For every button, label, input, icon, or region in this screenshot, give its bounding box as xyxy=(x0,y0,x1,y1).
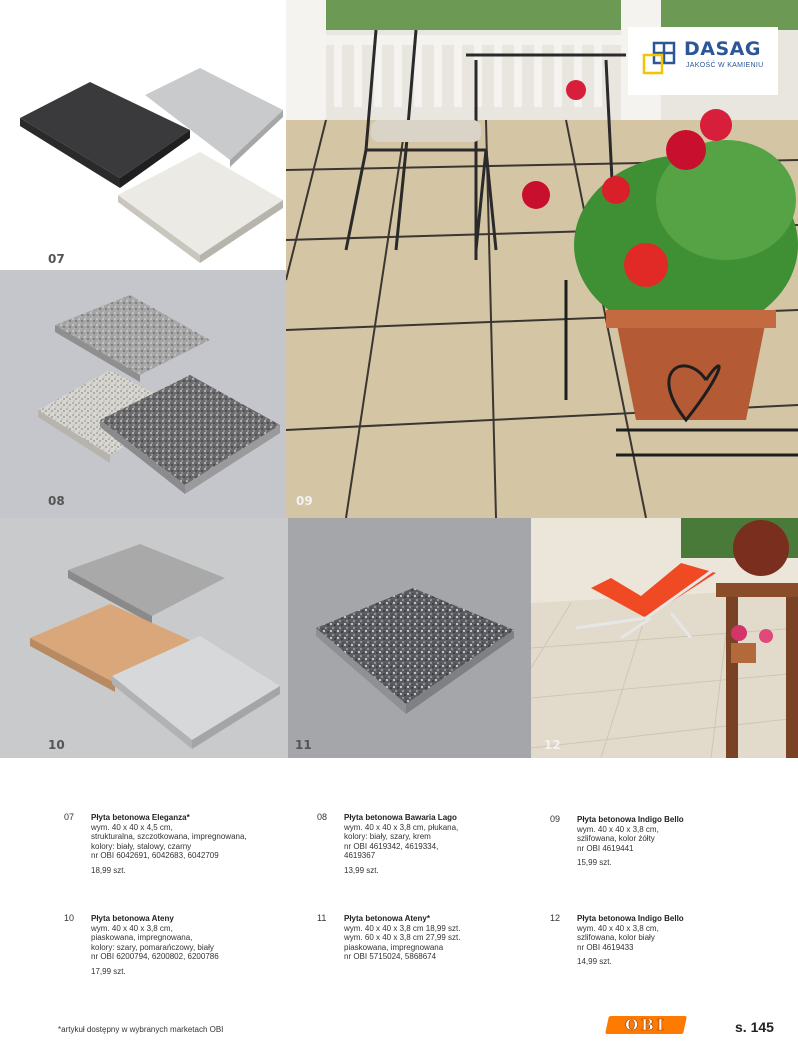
product-line: szlifowana, kolor żółty xyxy=(577,834,655,843)
product-number: 09 xyxy=(550,814,561,824)
patio-image xyxy=(531,518,798,758)
product-number: 11 xyxy=(317,913,327,923)
product-price: 13,99 szt. xyxy=(344,865,379,875)
product-line: nr OBI 6200794, 6200802, 6200786 xyxy=(91,952,219,961)
product-line: nr OBI 4619342, 4619334, xyxy=(344,841,439,851)
product-line: kolory: biały, szary, krem xyxy=(344,832,431,841)
dasag-mark-icon xyxy=(642,41,676,75)
product-price: 17,99 szt. xyxy=(91,966,126,976)
photo-11 xyxy=(288,518,531,758)
footnote: *artykuł dostępny w wybranych marketach OBI xyxy=(58,1025,224,1034)
brand-name: DASAG xyxy=(684,38,761,60)
photo-12 xyxy=(531,518,798,758)
product-title: Płyta betonowa Indigo Bello xyxy=(577,815,684,824)
product-line: wym. 60 x 40 x 3,8 cm 27,99 szt. xyxy=(344,933,461,942)
product-title: Płyta betonowa Ateny* xyxy=(344,914,430,923)
photo-number: 10 xyxy=(48,738,65,752)
product-line: strukturalna, szczotkowana, impregnowana, xyxy=(91,832,247,841)
dasag-logo xyxy=(628,27,778,95)
obi-logo xyxy=(605,1016,687,1034)
photo-number: 09 xyxy=(296,494,313,508)
product-number: 07 xyxy=(64,812,75,822)
product-line: wym. 40 x 40 x 3,8 cm 18,99 szt. xyxy=(344,923,461,933)
product-line: kolory: szary, pomarańczowy, biały xyxy=(91,942,214,952)
product-title: Płyta betonowa Eleganza* xyxy=(91,813,190,822)
brand-tagline: JAKOŚĆ W KAMIENIU xyxy=(686,62,764,69)
slabs-eleganza-image xyxy=(0,0,286,270)
product-line: nr OBI 4619433 xyxy=(577,942,634,952)
photo-10 xyxy=(0,518,288,758)
product-line: nr OBI 4619441 xyxy=(577,843,634,853)
photo-number: 12 xyxy=(544,738,561,752)
product-line: nr OBI 5715024, 5868674 xyxy=(344,952,437,961)
photo-08 xyxy=(0,270,286,518)
product-line: wym. 40 x 40 x 3,8 cm, xyxy=(577,923,659,933)
product-price: 18,99 szt. xyxy=(91,865,126,875)
product-price: 14,99 szt. xyxy=(577,957,612,966)
product-line: piaskowana, impregnowana, xyxy=(91,933,193,942)
product-title: Płyta betonowa Ateny xyxy=(91,914,174,923)
product-number: 10 xyxy=(64,913,75,923)
product-title: Płyta betonowa Indigo Bello xyxy=(577,914,684,923)
product-line: wym. 40 x 40 x 3,8 cm, xyxy=(577,824,659,834)
product-line: piaskowana, impregnowana xyxy=(344,942,444,952)
photo-number: 08 xyxy=(48,494,65,508)
product-line: 4619367 xyxy=(344,851,376,860)
photo-number: 07 xyxy=(48,252,65,266)
product-line: kolory: biały, stalowy, czarny xyxy=(91,841,192,851)
photo-number: 11 xyxy=(295,738,312,752)
product-line: wym. 40 x 40 x 4,5 cm, xyxy=(91,822,173,832)
product-line: wym. 40 x 40 x 3,8 cm, xyxy=(91,923,173,933)
slabs-bawaria-image xyxy=(0,270,286,518)
page-number: s. 145 xyxy=(735,1019,774,1035)
product-title: Płyta betonowa Bawaria Lago xyxy=(344,813,457,822)
product-number: 08 xyxy=(317,812,328,822)
slabs-ateny-image xyxy=(0,518,288,758)
product-line: nr OBI 6042691, 6042683, 6042709 xyxy=(91,851,219,860)
product-line: wym. 40 x 40 x 3,8 cm, płukana, xyxy=(344,822,459,832)
product-price: 15,99 szt. xyxy=(577,858,612,867)
photo-09 xyxy=(286,0,798,518)
product-line: szlifowana, kolor biały xyxy=(577,933,655,942)
photo-07 xyxy=(0,0,286,270)
slab-ateny-granite-image xyxy=(288,518,531,758)
obi-logo-text: OBI xyxy=(625,1016,667,1034)
product-number: 12 xyxy=(550,913,561,923)
